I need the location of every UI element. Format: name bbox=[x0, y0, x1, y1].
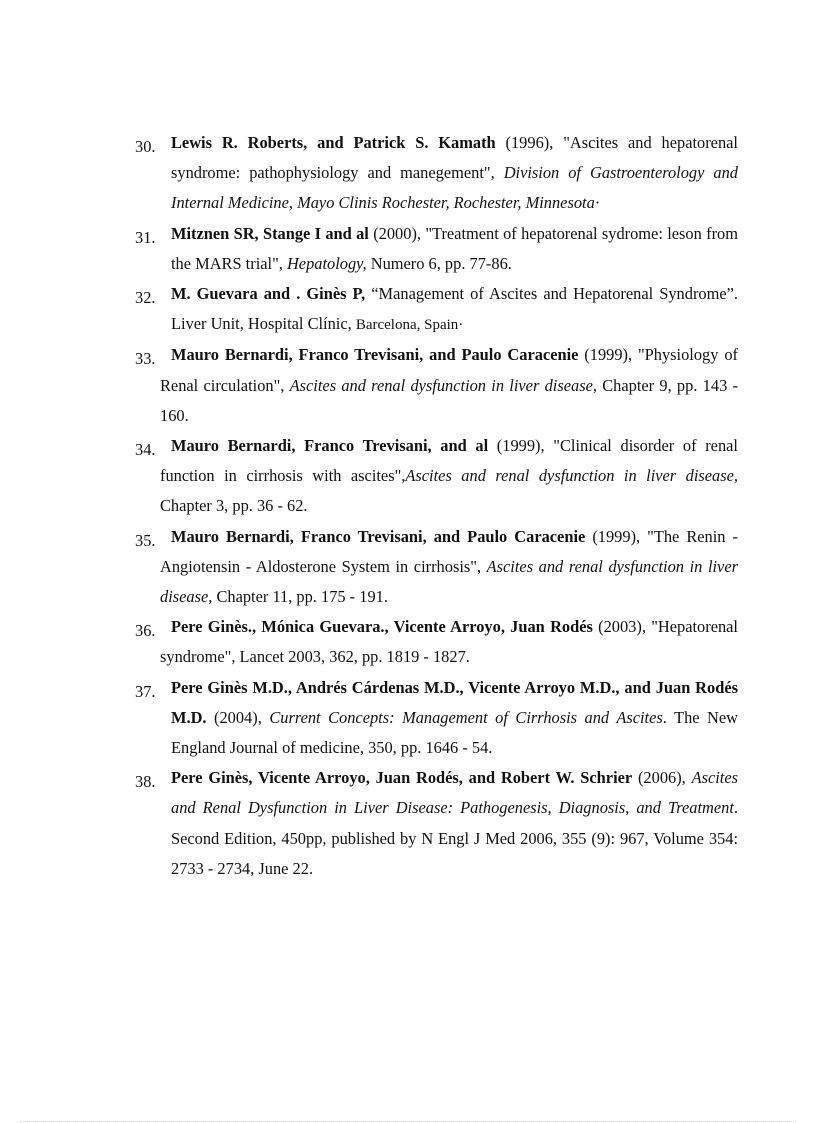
reference-number: 33. bbox=[135, 349, 156, 369]
reference-authors: M. Guevara and . Ginès P, bbox=[171, 284, 366, 304]
reference-text bbox=[171, 279, 738, 340]
reference-text bbox=[160, 431, 738, 522]
reference-item-34 bbox=[0, 431, 816, 522]
reference-text bbox=[160, 340, 738, 431]
reference-text bbox=[171, 763, 738, 884]
reference-details: (2004), bbox=[206, 707, 270, 727]
reference-number: 36. bbox=[135, 621, 156, 641]
reference-item-38 bbox=[0, 763, 816, 884]
reference-authors: Pere Ginès, Vicente Arroyo, Juan Rodés, and Robert W. Schrier bbox=[171, 768, 633, 788]
reference-text bbox=[171, 128, 738, 219]
reference-tail: Numero 6, pp. 77-86. bbox=[366, 253, 512, 273]
reference-tail: Chapter 11, pp. 175 - 191. bbox=[212, 587, 388, 607]
reference-tail: . The New England Journal of medicine, 350, pp. 1646 - 54. bbox=[171, 707, 738, 758]
reference-number: 32. bbox=[135, 288, 156, 308]
page-bottom-divider bbox=[20, 1121, 796, 1122]
reference-source: Hepatology, bbox=[286, 253, 367, 273]
reference-item-36 bbox=[0, 612, 816, 672]
reference-source: Ascites and renal dysfunction in liver disease, bbox=[405, 466, 739, 486]
reference-text bbox=[171, 219, 738, 279]
reference-location: Barcelona, Spain· bbox=[355, 317, 464, 334]
reference-text bbox=[160, 522, 738, 613]
reference-number: 30. bbox=[135, 137, 156, 156]
reference-authors: Lewis R. Roberts, and Patrick S. Kamath bbox=[171, 133, 496, 152]
reference-number: 37. bbox=[135, 681, 156, 701]
reference-number: 31. bbox=[135, 227, 156, 247]
reference-details: (1999), "Clinical disorder of renal function in cirrhosis with ascites", bbox=[160, 436, 738, 486]
reference-list bbox=[0, 128, 816, 884]
reference-details: (2000), "Treatment of hepatorenal sydrome: leson from the MARS trial", bbox=[171, 223, 738, 273]
reference-details: (1999), "The Renin - Angiotensin - Aldosterone System in cirrhosis", bbox=[160, 526, 738, 576]
reference-source: Ascites and Renal Dysfunction in Liver Disease: Pathogenesis, Diagnosis, and Treatment bbox=[171, 768, 738, 818]
reference-details: (1996), "Ascites and hepatorenal syndrome: pathophysiology and manegement", bbox=[171, 133, 738, 183]
reference-authors: Pere Ginès., Mónica Guevara., Vicente Arroyo, Juan Rodés bbox=[171, 617, 593, 637]
reference-tail: . Second Edition, 450pp, published by N Engl J Med 2006, 355 (9): 967, Volume 354: 2733 - 2734, June 22. bbox=[171, 798, 738, 878]
reference-authors: Mauro Bernardi, Franco Trevisani, and Paulo Caracenie bbox=[171, 526, 586, 546]
reference-tail: Chapter 9, pp. 143 - 160. bbox=[160, 375, 738, 425]
reference-source: Ascites and renal dysfunction in liver disease, bbox=[289, 375, 597, 395]
reference-tail: · bbox=[594, 193, 601, 213]
reference-details: (2003), "Hepatorenal syndrome", Lancet 2003, 362, pp. 1819 - 1827. bbox=[160, 617, 738, 667]
reference-item-37 bbox=[0, 673, 816, 764]
reference-details: (1999), "Physiology of Renal circulation", bbox=[160, 345, 738, 395]
reference-number: 34. bbox=[135, 440, 156, 460]
reference-text bbox=[171, 673, 738, 764]
reference-authors: Pere Ginès M.D., Andrés Cárdenas M.D., Vicente Arroyo M.D., and Juan Rodés M.D. bbox=[171, 677, 738, 727]
reference-authors: Mauro Bernardi, Franco Trevisani, and al bbox=[171, 436, 489, 456]
reference-source: Division of Gastroenterology and Internal Medicine, Mayo Clinis Rochester, Rochester, Minnesota bbox=[171, 163, 738, 213]
reference-tail: Chapter 3, pp. 36 - 62. bbox=[160, 496, 308, 516]
reference-item-33 bbox=[0, 340, 816, 431]
reference-authors: Mitznen SR, Stange I and al bbox=[171, 223, 369, 243]
reference-item-31 bbox=[0, 219, 816, 279]
reference-number: 38. bbox=[135, 772, 156, 792]
reference-source: Ascites and renal dysfunction in liver disease, bbox=[160, 556, 738, 607]
reference-item-30 bbox=[0, 128, 816, 219]
reference-text bbox=[160, 612, 738, 672]
reference-item-32 bbox=[0, 279, 816, 340]
reference-details: (2006), bbox=[632, 768, 692, 788]
reference-number: 35. bbox=[135, 530, 156, 550]
reference-item-35 bbox=[0, 522, 816, 613]
reference-source: Current Concepts: Management of Cirrhosis and Ascites bbox=[269, 707, 663, 727]
reference-details: “Management of Ascites and Hepatorenal Syndrome”. Liver Unit, Hospital Clínic, bbox=[171, 284, 738, 334]
reference-authors: Mauro Bernardi, Franco Trevisani, and Paulo Caracenie bbox=[171, 345, 579, 365]
